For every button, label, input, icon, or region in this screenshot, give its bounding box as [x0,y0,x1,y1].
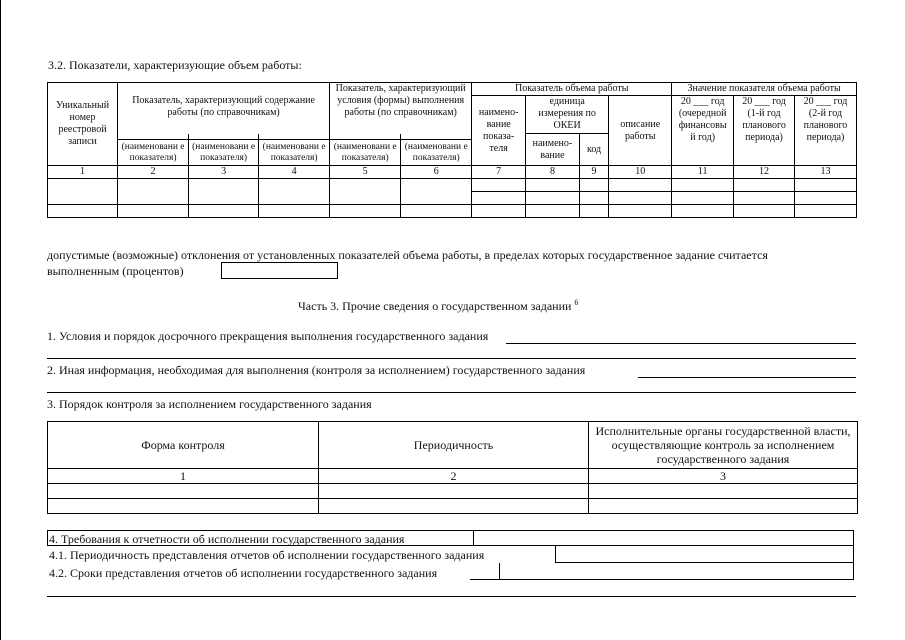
column-number: 3 [189,166,259,179]
item-1-label: 1. Условия и порядок досрочного прекращения выполнения государственного задания [47,329,489,343]
header-registry: Уникальный номер реестровой записи [48,83,118,166]
item-41-input[interactable] [555,546,854,563]
header-year2: 20 ___ год (1-й год планового периода) [734,96,795,166]
column-number: 2 [319,469,589,484]
table-cell[interactable] [259,205,330,218]
table-cell[interactable] [609,179,672,192]
volume-indicators-table [47,82,857,218]
deviation-text: допустимые (возможные) отклонения от установленных показателей объема работы, в пределах которых государственное задание считается [47,248,768,262]
section-title: 3.2. Показатели, характеризующие объем работы: [48,58,302,72]
header-conditions: Показатель, характеризующий условия (формы) выполнения работы (по справочникам) [330,83,472,134]
table-cell[interactable] [189,179,259,205]
table-cell[interactable] [734,192,795,205]
table-cell[interactable] [526,192,580,205]
table-cell[interactable] [319,499,589,514]
column-number: 10 [609,166,672,179]
table-cell[interactable] [401,205,472,218]
table-cell[interactable] [48,205,118,218]
column-number: 1 [48,166,118,179]
table-cell[interactable] [672,205,734,218]
item-41-label: 4.1. Периодичность представления отчетов об исполнении государственного задания [49,548,485,562]
item-3-label: 3. Порядок контроля за исполнением государственного задания [47,397,372,411]
table-cell[interactable] [794,205,856,218]
header-indicator-name: (наименовани е показателя) [189,140,259,166]
table-cell[interactable] [579,179,608,192]
header-authorities: Исполнительные органы государственной власти, осуществляющие контроль за исполнением государственного задания [589,422,858,469]
table-cell[interactable] [526,205,580,218]
table-cell[interactable] [48,179,118,205]
page-left-edge [0,0,1,640]
item-4-label: 4. Требования к отчетности об исполнении государственного задания [49,532,405,546]
table-cell[interactable] [472,205,526,218]
table-cell[interactable] [579,205,608,218]
bottom-line[interactable] [47,596,856,597]
column-number: 9 [579,166,608,179]
table-cell[interactable] [48,499,319,514]
control-table [47,421,858,514]
item-2-underline[interactable] [638,377,856,378]
header-content: Показатель, характеризующий содержание работы (по справочникам) [118,83,330,134]
table-cell[interactable] [794,179,856,192]
item-42-label: 4.2. Сроки представления отчетов об исполнении государственного задания [49,566,438,580]
table-cell[interactable] [672,192,734,205]
column-number: 1 [48,469,319,484]
header-indicator-name: (наименовани е показателя) [259,140,330,166]
column-number: 8 [526,166,580,179]
part3-title [298,297,578,313]
table-cell[interactable] [472,192,526,205]
table-cell[interactable] [401,179,472,205]
table-cell[interactable] [609,192,672,205]
table-cell[interactable] [526,179,580,192]
table-cell[interactable] [330,179,401,205]
item-2-line-2[interactable] [47,392,856,393]
table-cell[interactable] [734,179,795,192]
table-cell[interactable] [734,205,795,218]
column-number: 3 [589,469,858,484]
header-description: описание работы [609,96,672,166]
item-42-underline [470,579,499,580]
table-cell[interactable] [118,179,189,205]
part3-title-text: Часть 3. Прочие сведения о государственном задании [298,299,572,313]
table-cell[interactable] [118,205,189,218]
item-4-divider [473,530,474,546]
table-cell[interactable] [259,179,330,205]
header-periodicity: Периодичность [319,422,589,469]
header-unit-name: наимено- вание [526,134,580,166]
item-1-line-2[interactable] [47,358,856,359]
column-number: 2 [118,166,189,179]
footnote-marker: 6 [574,298,579,307]
header-volume: Показатель объема работы [472,83,672,96]
header-value: Значение показателя объема работы [672,83,857,96]
table-cell[interactable] [589,499,858,514]
header-year3: 20 ___ год (2-й год планового периода) [794,96,856,166]
column-number: 7 [472,166,526,179]
table-cell[interactable] [579,192,608,205]
column-number: 12 [734,166,795,179]
header-indicator-name: (наименовани е показателя) [401,140,472,166]
header-year1: 20 ___ год (очередной финансовы й год) [672,96,734,166]
deviation-text-2: выполненным (процентов) [47,264,184,278]
table-cell[interactable] [472,179,526,192]
item-2-label: 2. Иная информация, необходимая для выполнения (контроля за исполнением) государственного задания [47,363,586,377]
column-number: 6 [401,166,472,179]
header-unit-code: код [579,134,608,166]
table-cell[interactable] [189,205,259,218]
table-cell[interactable] [589,484,858,499]
table-cell[interactable] [319,484,589,499]
column-number: 4 [259,166,330,179]
table-cell[interactable] [330,205,401,218]
column-number: 5 [330,166,401,179]
column-number: 13 [794,166,856,179]
item-1-underline[interactable] [506,343,856,344]
column-number: 11 [672,166,734,179]
header-indicator-name: (наименовани е показателя) [330,140,401,166]
header-indicator-name: (наименовани е показателя) [118,140,189,166]
table-cell[interactable] [794,192,856,205]
table-cell[interactable] [48,484,319,499]
item-42-input[interactable] [499,563,854,580]
deviation-percent-input[interactable] [221,262,338,279]
table-cell[interactable] [672,179,734,192]
header-volume-name: наимено- вание показа- теля [472,96,526,166]
table-cell[interactable] [609,205,672,218]
header-control-form: Форма контроля [48,422,319,469]
header-unit: единица измерения по ОКЕИ [526,96,609,134]
